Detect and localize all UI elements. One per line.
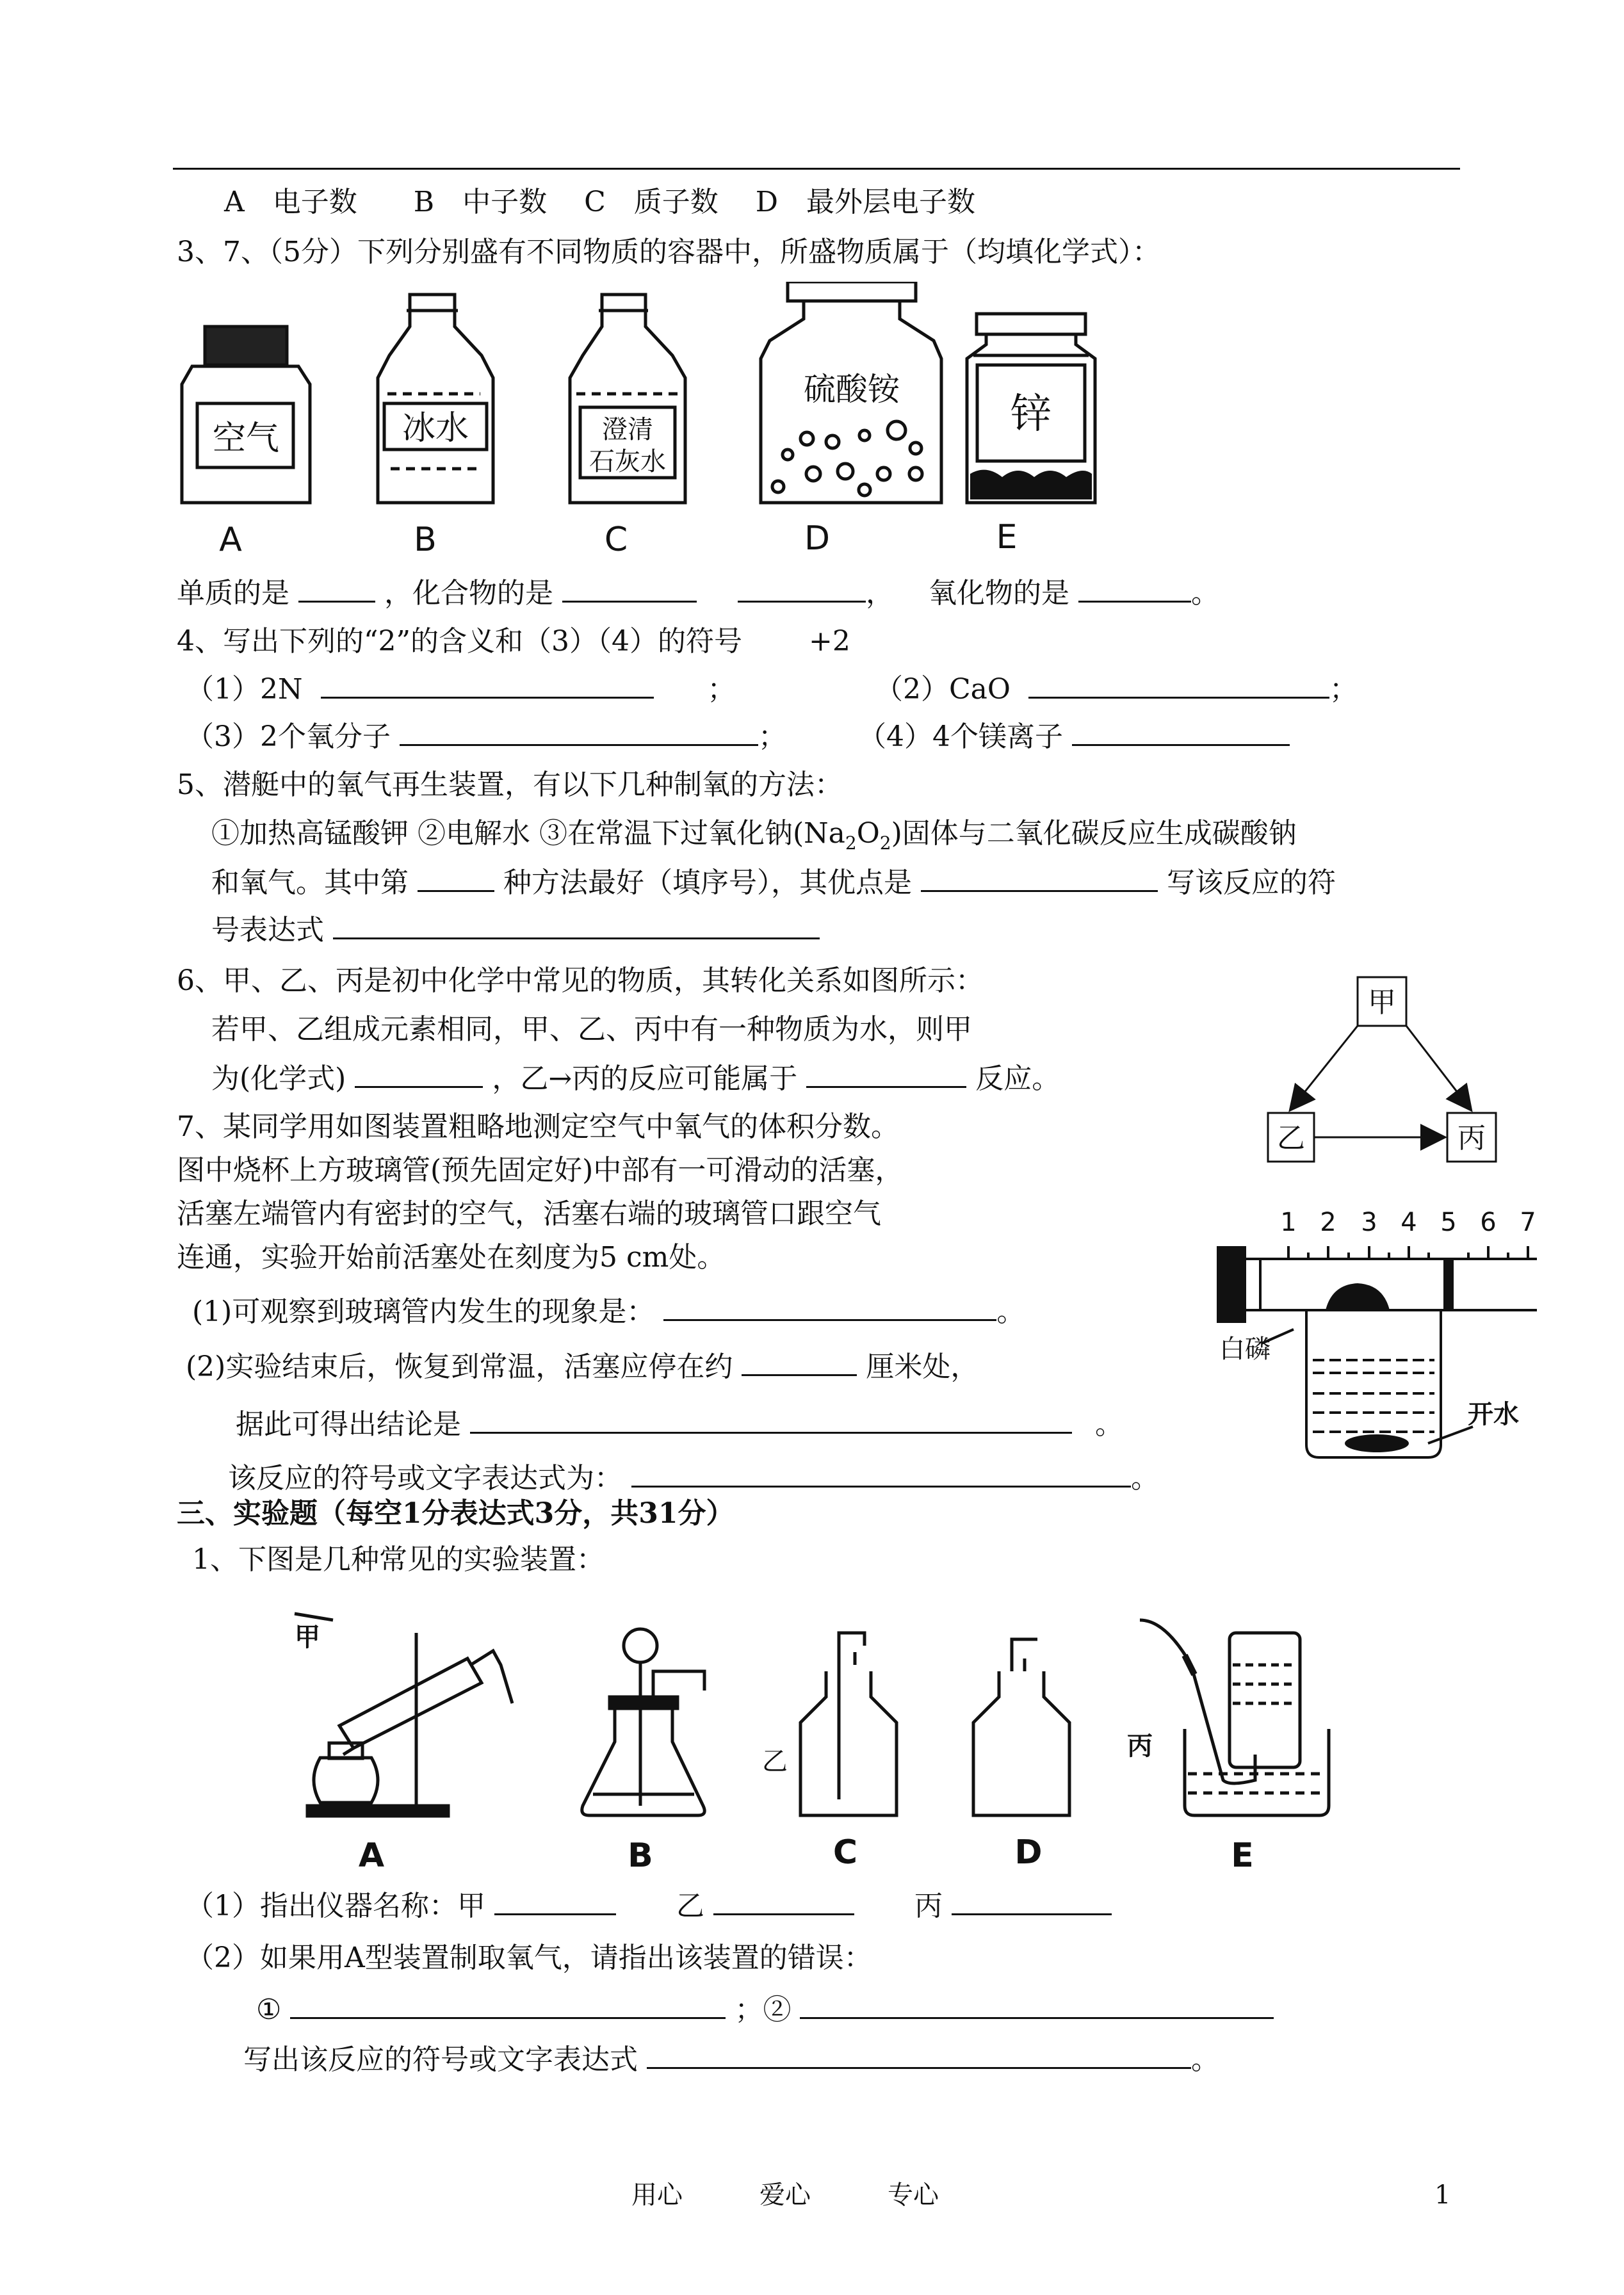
q6-title: 6、甲、乙、丙是初中化学中常见的物质，其转化关系如图所示： xyxy=(177,964,984,997)
q3-blank-oxide[interactable] xyxy=(1078,575,1191,603)
bottle-c-content-2: 石灰水 xyxy=(589,447,666,476)
blank-error-2[interactable] xyxy=(800,1991,1274,2019)
bottle-a-content: 空气 xyxy=(212,419,280,458)
piston xyxy=(1443,1258,1454,1311)
page-number: 1 xyxy=(1434,2180,1451,2210)
node-yi: 乙 xyxy=(1277,1122,1305,1155)
sec3-part-2: （2）如果用A型装置制取氧气，请指出该装置的错误： xyxy=(186,1942,872,1974)
q7-blank-equation[interactable] xyxy=(631,1460,1131,1488)
q7-sub-3: 据此可得出结论是 。 xyxy=(236,1406,1123,1443)
q7-blank-phenomenon[interactable] xyxy=(663,1293,996,1321)
sec3-apparatus-figure xyxy=(282,1594,1345,1876)
q7-sub-2: (2)实验结束后，恢复到常温，活塞应停在约 厘米处， xyxy=(186,1349,978,1385)
q3-title: 3、7、（5分）下列分别盛有不同物质的容器中，所盛物质属于（均填化学式）： xyxy=(177,236,1160,268)
blank-yi[interactable] xyxy=(713,1888,854,1915)
blank-error-1[interactable] xyxy=(290,1991,726,2019)
scale-tick-3: 3 xyxy=(1361,1208,1377,1237)
apparatus-b: B xyxy=(628,1837,653,1875)
bottle-e-content: 锌 xyxy=(1011,391,1052,438)
scale-tick-6: 6 xyxy=(1480,1208,1497,1237)
q4-row-3: （3）2个氧分子 ； xyxy=(186,718,786,755)
q4-blank-3[interactable] xyxy=(400,718,758,746)
q5-line-3: 号表达式 xyxy=(211,912,820,948)
q7-blank-conclusion[interactable] xyxy=(470,1406,1072,1434)
node-jia: 甲 xyxy=(1368,986,1396,1019)
label-white-phosphorus: 白磷 xyxy=(1219,1334,1271,1364)
q7-line-2: 图中烧杯上方玻璃管(预先固定好)中部有一可滑动的活塞， xyxy=(177,1154,904,1187)
q4-row-4: （4）4个镁离子 xyxy=(858,718,1290,755)
apparatus-a: A xyxy=(358,1837,385,1875)
q7-blank-cm[interactable] xyxy=(742,1349,857,1376)
bottle-e-letter: E xyxy=(996,518,1018,556)
q3-blank-element[interactable] xyxy=(298,575,375,603)
apparatus-e: E xyxy=(1231,1837,1254,1875)
q7-sub-4: 该反应的符号或文字表达式为： 。 xyxy=(228,1460,1159,1496)
q4-row-1: （1）2N ； xyxy=(186,671,736,708)
q7-sub-1: (1)可观察到玻璃管内发生的现象是： 。 xyxy=(192,1293,1025,1330)
bottle-c-letter: C xyxy=(604,521,628,559)
footer-words: 用心 爱心 专心 xyxy=(631,2180,939,2210)
section-3-title: 三、实验题（每空1分表达式3分，共31分） xyxy=(177,1497,735,1530)
q4-blank-4[interactable] xyxy=(1072,718,1290,746)
q4-title: 4、写出下列的“2”的含义和（3）（4）的符号 +2 xyxy=(177,625,850,658)
q7-line-4: 连通，实验开始前活塞处在刻度为5 cm处。 xyxy=(177,1241,726,1274)
q7-line-3: 活塞左端管内有密封的空气，活塞右端的玻璃管口跟空气 xyxy=(177,1197,881,1230)
q6-line-1: 若甲、乙组成元素相同，甲、乙、丙中有一种物质为水，则甲 xyxy=(211,1013,972,1046)
sec3-q1: 1、下图是几种常见的实验装置： xyxy=(192,1543,605,1576)
bottle-d-letter: D xyxy=(804,519,831,558)
bottle-d-content: 硫酸铵 xyxy=(804,371,900,408)
q7-apparatus-figure xyxy=(1204,1201,1563,1483)
q3-blank-compound-1[interactable] xyxy=(562,575,697,603)
blank-jia[interactable] xyxy=(494,1888,616,1915)
scale-tick-4: 4 xyxy=(1401,1208,1417,1237)
q5-blank-advantage[interactable] xyxy=(921,864,1158,892)
bottle-c-content-1: 澄清 xyxy=(602,415,653,444)
blank-bing[interactable] xyxy=(952,1888,1112,1915)
header-rule xyxy=(173,168,1460,170)
label-yi: 乙 xyxy=(762,1747,788,1776)
q4-blank-2[interactable] xyxy=(1028,671,1329,699)
sec3-errors: ① ；② xyxy=(256,1991,1274,2028)
q4-row-2: （2）CaO ； xyxy=(875,671,1358,708)
q5-line-2: 和氧气。其中第 种方法最好（填序号），其优点是 写该反应的符 xyxy=(211,864,1336,901)
label-bing: 丙 xyxy=(1127,1731,1153,1761)
apparatus-c: C xyxy=(832,1833,858,1872)
node-bing: 丙 xyxy=(1458,1122,1486,1155)
sec3-part-1: （1）指出仪器名称：甲 乙 丙 xyxy=(186,1888,1112,1924)
apparatus-d: D xyxy=(1014,1833,1043,1872)
q5-blank-equation[interactable] xyxy=(333,912,820,939)
label-boiling-water: 开水 xyxy=(1468,1400,1519,1429)
q5-line-1: ①加热高锰酸钾 ②电解水 ③在常温下过氧化钠$(Na_2O_2)$固体与二氧化碳反应生成碳酸钠 xyxy=(211,817,1297,854)
q5-blank-method[interactable] xyxy=(418,864,494,892)
q3-bottles-figure xyxy=(173,282,1133,564)
blank-reaction-expression[interactable] xyxy=(647,2041,1191,2069)
scale-tick-5: 5 xyxy=(1440,1208,1457,1237)
scale-tick-1: 1 xyxy=(1280,1208,1297,1237)
scale-tick-7: 7 xyxy=(1520,1208,1536,1237)
bottle-a-letter: A xyxy=(219,521,242,559)
scale-tick-2: 2 xyxy=(1320,1208,1336,1237)
q3-blank-compound-2[interactable] xyxy=(738,575,866,603)
q3-answer-line: 单质的是 ，化合物的是 ， 氧化物的是 。 xyxy=(177,575,1219,612)
sec3-part-3: 写出该反应的符号或文字表达式 。 xyxy=(243,2041,1219,2078)
q7-line-1: 7、某同学用如图装置粗略地测定空气中氧气的体积分数。 xyxy=(177,1110,899,1143)
label-jia: 甲 xyxy=(295,1623,320,1652)
bottle-b-content: 冰水 xyxy=(402,409,469,448)
q4-blank-1[interactable] xyxy=(321,671,654,699)
q4-valence: +2 xyxy=(808,625,850,658)
q6-blank-reaction[interactable] xyxy=(806,1060,966,1088)
q6-line-2: 为(化学式) ，乙→丙的反应可能属于 反应。 xyxy=(211,1060,1060,1097)
q2-options: A 电子数 B 中子数 C 质子数 D 最外层电子数 xyxy=(224,186,976,218)
q6-conversion-diagram xyxy=(1262,973,1518,1172)
bottle-b-letter: B xyxy=(414,521,437,559)
q6-blank-formula[interactable] xyxy=(355,1060,483,1088)
q5-title: 5、潜艇中的氧气再生装置，有以下几种制氧的方法： xyxy=(177,768,843,801)
